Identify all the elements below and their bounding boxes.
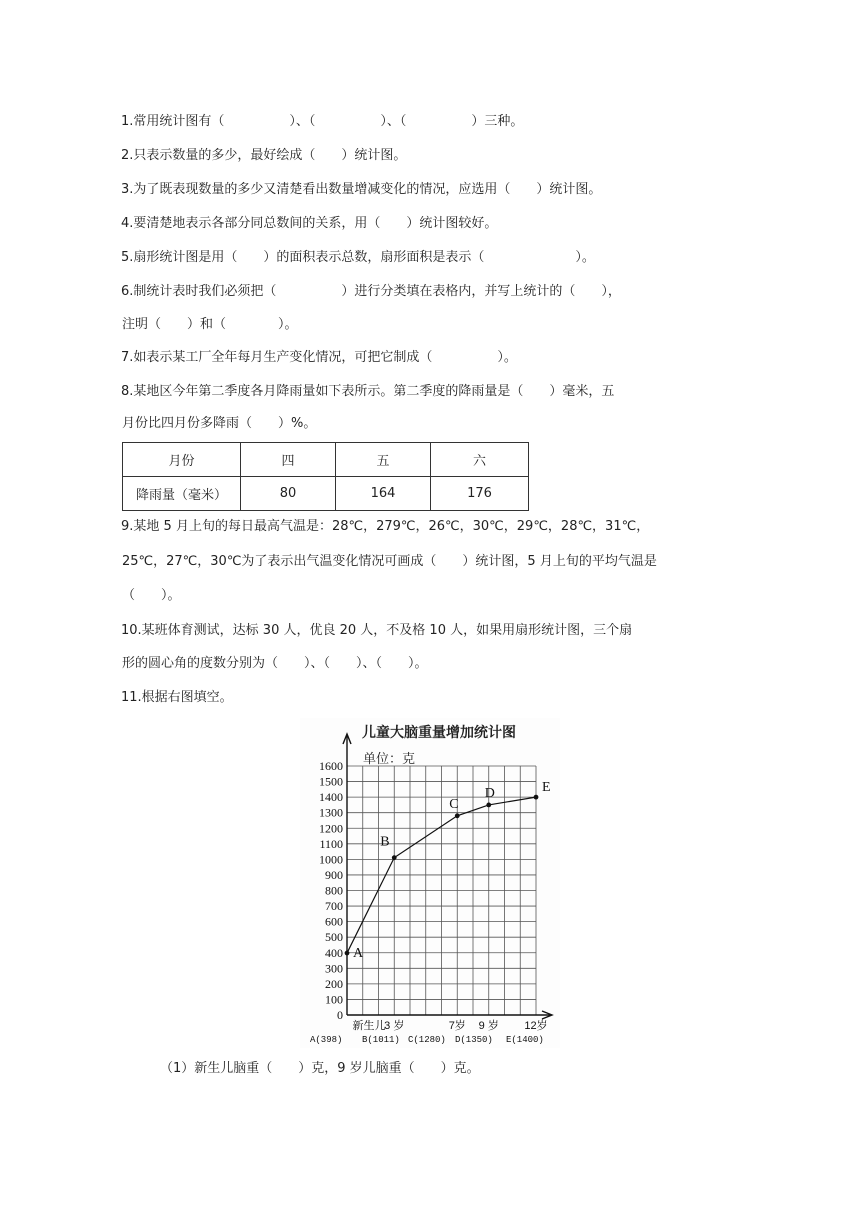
y-tick-label: 1500 bbox=[319, 774, 343, 789]
table-cell: 80 bbox=[241, 477, 336, 511]
question-9-line3: （ ）。 bbox=[122, 588, 181, 603]
point-label: B bbox=[380, 834, 390, 850]
footnote-label: E(1400) bbox=[506, 1035, 544, 1045]
y-tick-label: 1100 bbox=[319, 836, 343, 851]
y-tick-label: 1600 bbox=[319, 759, 343, 773]
question-6-line1: 6.制统计表时我们必须把（ ）进行分类填在表格内，并写上统计的（ ）， bbox=[121, 284, 621, 299]
y-tick-label: 0 bbox=[337, 1008, 343, 1022]
question-8-line2: 月份比四月份多降雨（ ）%。 bbox=[122, 416, 317, 431]
table-row bbox=[123, 443, 529, 477]
point-label: E bbox=[542, 780, 551, 796]
y-tick-label: 600 bbox=[325, 914, 343, 929]
table-row bbox=[123, 477, 529, 511]
y-tick-label: 400 bbox=[325, 945, 343, 960]
y-tick-label: 1000 bbox=[319, 852, 343, 867]
y-tick-label: 500 bbox=[325, 930, 343, 945]
y-tick-label: 1400 bbox=[319, 790, 343, 805]
table-cell: 六 bbox=[431, 443, 529, 477]
question-9-line1: 9.某地 5 月上旬的每日最高气温是：28℃，279℃，26℃，30℃，29℃，28℃，31℃， bbox=[121, 519, 650, 534]
point-label: C bbox=[449, 796, 459, 812]
question-11-part-1: （1）新生儿脑重（ ）克，9 岁儿脑重（ ）克。 bbox=[160, 1061, 480, 1076]
y-tick-label: 800 bbox=[325, 883, 343, 898]
footnote-label: D(1350) bbox=[455, 1035, 493, 1045]
table-cell: 四 bbox=[241, 443, 336, 477]
x-tick-label: 9 岁 bbox=[478, 1020, 499, 1032]
brain-weight-chart bbox=[300, 718, 560, 1048]
question-10-line1: 10.某班体育测试，达标 30 人，优良 20 人，不及格 10 人，如果用扇形统计图，三个扇 bbox=[121, 623, 633, 638]
chart-unit: 单位：克 bbox=[363, 752, 416, 767]
y-tick-label: 300 bbox=[325, 961, 343, 976]
table-cell: 月份 bbox=[123, 443, 241, 477]
data-point bbox=[534, 795, 539, 800]
question-3: 3.为了既表现数量的多少又清楚看出数量增减变化的情况，应选用（ ）统计图。 bbox=[121, 182, 602, 197]
point-label: A bbox=[353, 946, 364, 962]
question-7: 7.如表示某工厂全年每月生产变化情况，可把它制成（ ）。 bbox=[121, 350, 517, 365]
chart-title: 儿童大脑重量增加统计图 bbox=[362, 725, 516, 741]
question-11: 11.根据右图填空。 bbox=[121, 690, 233, 705]
rainfall-table bbox=[122, 442, 529, 511]
table-cell: 164 bbox=[336, 477, 431, 511]
table-cell: 五 bbox=[336, 443, 431, 477]
x-tick-label: 12岁 bbox=[524, 1020, 548, 1032]
data-point bbox=[455, 813, 460, 818]
question-9-line2: 25℃，27℃，30℃为了表示出气温变化情况可画成（ ）统计图，5 月上旬的平均气温是 bbox=[122, 554, 657, 569]
footnote-label: B(1011) bbox=[362, 1035, 400, 1045]
question-8-line1: 8.某地区今年第二季度各月降雨量如下表所示。第二季度的降雨量是（ ）毫米，五 bbox=[121, 384, 615, 399]
x-tick-label: 3 岁 bbox=[384, 1020, 405, 1032]
data-point bbox=[486, 803, 491, 808]
y-tick-label: 200 bbox=[325, 976, 343, 991]
y-tick-label: 100 bbox=[325, 992, 343, 1007]
x-tick-label: 7岁 bbox=[448, 1020, 466, 1032]
point-label: D bbox=[484, 785, 495, 801]
question-10-line2: 形的圆心角的度数分别为（ ）、（ ）、（ ）。 bbox=[122, 656, 428, 671]
x-tick-label: 新生儿 bbox=[352, 1020, 386, 1032]
table-cell: 176 bbox=[431, 477, 529, 511]
question-5: 5.扇形统计图是用（ ）的面积表示总数，扇形面积是表示（ ）。 bbox=[121, 250, 595, 265]
data-point bbox=[345, 951, 350, 956]
data-point bbox=[392, 855, 397, 860]
y-tick-label: 900 bbox=[325, 867, 343, 882]
y-tick-label: 700 bbox=[325, 899, 343, 914]
y-tick-label: 1200 bbox=[319, 821, 343, 836]
question-2: 2.只表示数量的多少，最好绘成（ ）统计图。 bbox=[121, 148, 407, 163]
footnote-label: A(398) bbox=[310, 1035, 343, 1045]
table-cell: 降雨量（毫米） bbox=[123, 477, 241, 511]
footnote-label: C(1280) bbox=[408, 1035, 446, 1045]
y-tick-label: 1300 bbox=[319, 805, 343, 820]
question-6-line2: 注明（ ）和（ ）。 bbox=[122, 317, 298, 332]
chart-plot bbox=[300, 718, 560, 1048]
question-1: 1.常用统计图有（ ）、（ ）、（ ）三种。 bbox=[121, 114, 524, 129]
question-4: 4.要清楚地表示各部分同总数间的关系，用（ ）统计图较好。 bbox=[121, 216, 498, 231]
